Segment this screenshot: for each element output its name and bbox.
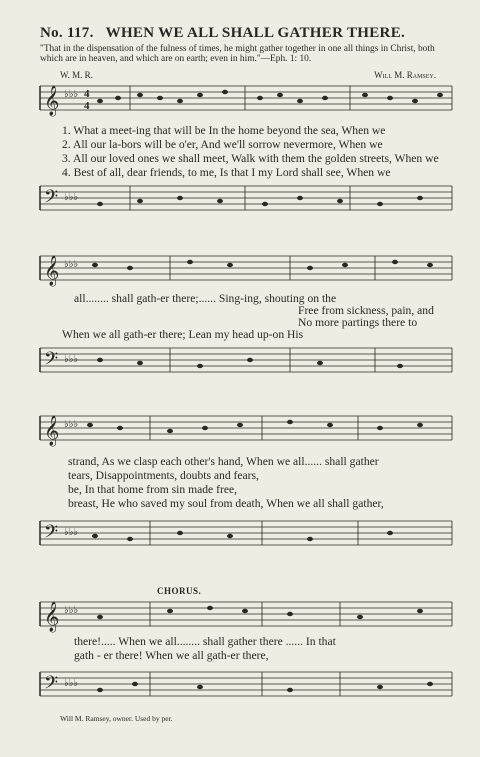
svg-text:♭♭♭: ♭♭♭ — [64, 354, 79, 365]
svg-text:𝄞: 𝄞 — [44, 86, 60, 115]
svg-text:𝄞: 𝄞 — [44, 256, 60, 285]
bass-response-line: When we all gath-er there; Lean my head up-on His — [62, 328, 304, 341]
verse-4-line-3: breast, He who saved my soul from death, When we all shall gather, — [68, 497, 384, 510]
svg-text:♭♭♭: ♭♭♭ — [64, 259, 79, 270]
scripture-epigraph: "That in the dispensation of the fulness of times, he might gather together in one all things in Christ, both which are in heaven, and which are on earth; even in him."—Eph. 1: 10. — [40, 44, 435, 64]
svg-text:𝄢: 𝄢 — [44, 521, 59, 546]
svg-text:♭♭♭: ♭♭♭ — [64, 605, 79, 616]
chorus-soprano-line: there!..... When we all........ shall gather there ...... In that — [74, 635, 336, 648]
svg-text:𝄞: 𝄞 — [44, 602, 60, 631]
chorus-response-line: gath - er there! When we all gath-er there, — [74, 649, 269, 662]
hymn-number: No. 117. — [40, 25, 94, 41]
svg-text:♭♭♭: ♭♭♭ — [64, 192, 79, 203]
verse-4-line: 4. Best of all, dear friends, to me, Is that I my Lord shall see, When we — [62, 166, 391, 179]
treble-staff-3 — [0, 410, 480, 450]
bass-staff-2 — [0, 342, 480, 382]
chorus-alto-line-1: all........ shall gath-er there;...... Sing-ing, shouting on the — [74, 292, 337, 305]
bass-staff-4 — [0, 666, 480, 706]
verse-2-line: 2. All our la-bors will be o'er, And we'll sorrow nevermore, When we — [62, 138, 383, 151]
bass-staff-1 — [0, 180, 480, 230]
svg-text:𝄢: 𝄢 — [44, 186, 59, 211]
svg-text:♭♭♭: ♭♭♭ — [64, 419, 79, 430]
verse-3-line-3: be, In that home from sin made free, — [68, 483, 238, 496]
chorus-label: CHORUS. — [157, 586, 202, 596]
verse-1-line: 1. What a meet-ing that will be In the home beyond the sea, When we — [62, 124, 386, 137]
lyricist-credit: W. M. R. — [60, 70, 93, 80]
hymn-title: WHEN WE ALL SHALL GATHER THERE. — [105, 25, 406, 41]
svg-text:♭♭♭: ♭♭♭ — [64, 678, 79, 689]
verse-2-continuation: Free from sickness, pain, and — [298, 304, 434, 317]
svg-text:𝄢: 𝄢 — [44, 672, 59, 697]
copyright-footer: Will M. Ramsey, owner. Used by per. — [60, 714, 173, 723]
composer-credit: Will M. Ramsey. — [374, 70, 436, 80]
hymn-header — [40, 24, 460, 42]
treble-staff-2 — [0, 250, 480, 290]
svg-text:♭♭♭: ♭♭♭ — [64, 89, 79, 100]
svg-text:𝄞: 𝄞 — [44, 416, 60, 445]
treble-staff-4 — [0, 596, 480, 636]
treble-staff-1 — [0, 80, 480, 130]
svg-text:𝄢: 𝄢 — [44, 348, 59, 373]
verse-1-line-3: strand, As we clasp each other's hand, When we all...... shall gather — [68, 455, 379, 468]
bass-staff-3 — [0, 515, 480, 555]
svg-text:4: 4 — [84, 100, 90, 112]
svg-text:4: 4 — [84, 88, 90, 100]
verse-2-line-3: tears, Disappointments, doubts and fears, — [68, 469, 259, 482]
verse-3-continuation: No more partings there to — [298, 316, 418, 329]
verse-3-line: 3. All our loved ones we shall meet, Walk with them the golden streets, When we — [62, 152, 439, 165]
svg-text:♭♭♭: ♭♭♭ — [64, 527, 79, 538]
